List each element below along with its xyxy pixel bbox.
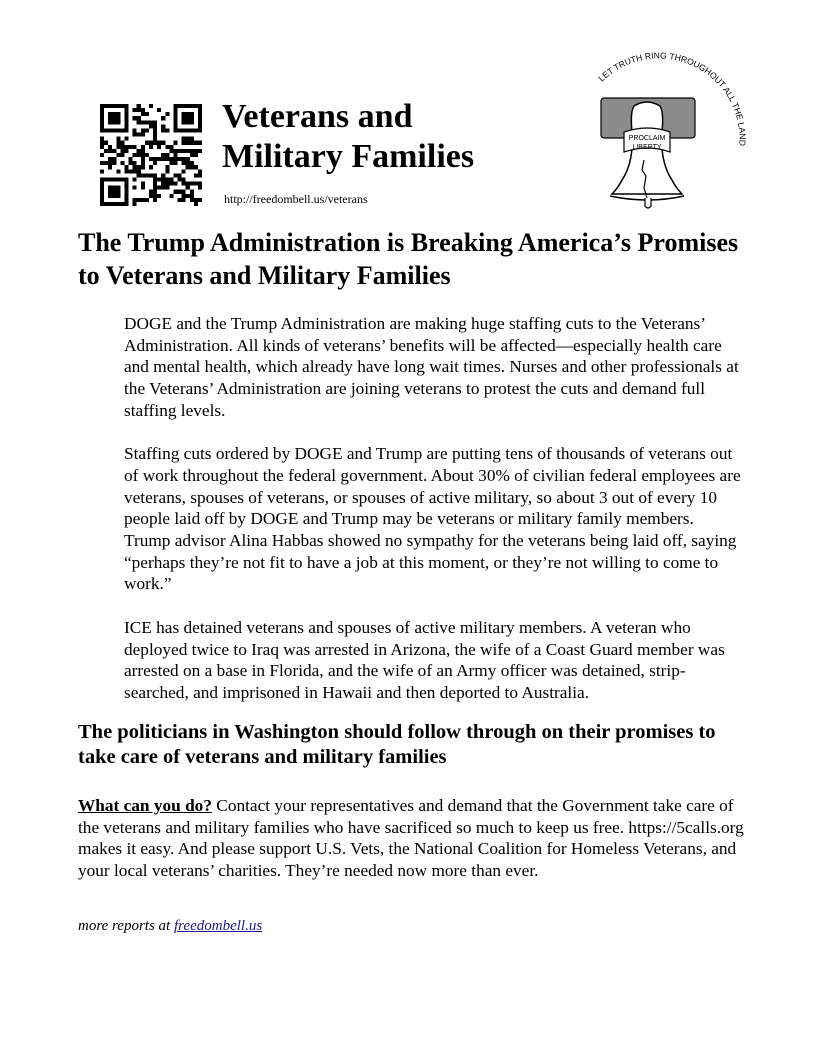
paragraph-staffing-cuts-va: DOGE and the Trump Administration are making huge staffing cuts to the Veterans’ Administration. All kinds of veterans’ benefits will be affected—especially health care and mental health, which already have long wait times. Nurses and other professionals at the Veterans’ Administration are joining veterans to protest the cuts and demand full staffing levels. — [124, 314, 739, 420]
logo-ring-text: LET TRUTH RING THROUGHOUT ALL THE LAND — [596, 50, 748, 147]
page-title-line1: Veterans and — [222, 98, 413, 135]
liberty-bell-logo — [584, 50, 748, 214]
main-headline: The Trump Administration is Breaking America’s Promises to Veterans and Military Families — [78, 228, 739, 290]
freedombell-link[interactable]: freedombell.us — [173, 918, 263, 934]
article-body — [124, 313, 744, 725]
page-title — [222, 97, 474, 177]
cta-lead: What can you do? — [78, 796, 212, 815]
footer-prefix: more reports at — [78, 918, 174, 934]
paragraph-layoffs: Staffing cuts ordered by DOGE and Trump are putting tens of thousands of veterans out of work throughout the federal government. About 30% of civilian federal employees are veterans, spouses of veterans, or spouses of active military, so about 3 out of every 10 people laid off by DOGE and Trump may be veterans or military family members. Trump advisor Alina Habbas showed no sympathy for the veterans being laid off, saying “perhaps they’re not fit to have a job at this moment, or they’re not willing to come to work.” — [124, 444, 741, 594]
logo-banner-line2: LIBERTY — [632, 144, 662, 151]
paragraph-ice-detentions: ICE has detained veterans and spouses of active military members. A veteran who deployed twice to Iraq was arrested in Arizona, the wife of a Coast Guard member was arrested on a base in Florida, and the wife of an Army officer was detained, strip-searched, and imprisoned in Hawaii and then deported to Australia. — [124, 617, 725, 702]
call-to-action — [78, 795, 748, 882]
qr-code — [100, 104, 202, 206]
subheading: The politicians in Washington should follow through on their promises to take care of veterans and military families — [78, 721, 716, 768]
qr-code-graphic — [100, 104, 202, 206]
page-title-line2: Military Families — [222, 138, 475, 175]
header-url[interactable]: http://freedombell.us/veterans — [224, 192, 368, 206]
logo-banner-line1: PROCLAIM — [628, 135, 666, 142]
liberty-bell-icon — [584, 50, 748, 214]
cta-text: Contact your representatives and demand that the Government take care of the veterans and military families who have sacrificed so much to keep us free. https://5calls.org makes it easy. And please support U.S. Vets, the National Coalition for Homeless Veterans, and your local veterans’ charities. They’re needed now more than ever. — [78, 796, 744, 881]
footer-more-reports — [78, 918, 262, 935]
